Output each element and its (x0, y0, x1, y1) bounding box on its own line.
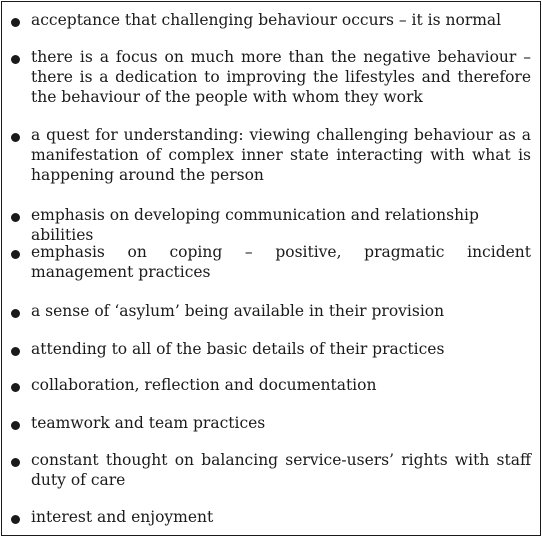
bullet-icon (11, 421, 20, 430)
bullet-icon (11, 18, 20, 27)
bullet-icon (11, 309, 20, 318)
list-item-text: emphasis on coping – positive, pragmatic incident management practices (31, 243, 531, 281)
bullet-icon (11, 133, 20, 142)
list-item-text: teamwork and team practices (31, 414, 266, 432)
list-item-text: a quest for understanding: viewing challenging behaviour as a manifestation of complex inner state interacting with what is happening around the person (31, 126, 531, 184)
list-item-text: constant thought on balancing service-users’ rights with staff duty of care (31, 451, 531, 489)
bullet-list-box (1, 1, 541, 536)
list-item-text: attending to all of the basic details of their practices (31, 340, 445, 358)
list-item-text: collaboration, reflection and documentation (31, 376, 377, 394)
list-item-text: there is a focus on much more than the negative behaviour – there is a dedication to improving the lifestyles and therefore the behaviour of the people with whom they work (31, 48, 531, 106)
bullet-icon (11, 515, 20, 524)
bullet-icon (11, 55, 20, 64)
list-item-text: interest and enjoyment (31, 508, 214, 526)
bullet-icon (11, 213, 20, 222)
bullet-icon (11, 383, 20, 392)
bullet-icon (11, 347, 20, 356)
bullet-icon (11, 458, 20, 467)
list-item-text: a sense of ‘asylum’ being available in their provision (31, 302, 445, 320)
list-item-text: emphasis on developing communication and relationship abilities (31, 206, 479, 244)
bullet-icon (11, 250, 20, 259)
list-item-text: acceptance that challenging behaviour occurs – it is normal (31, 11, 502, 29)
